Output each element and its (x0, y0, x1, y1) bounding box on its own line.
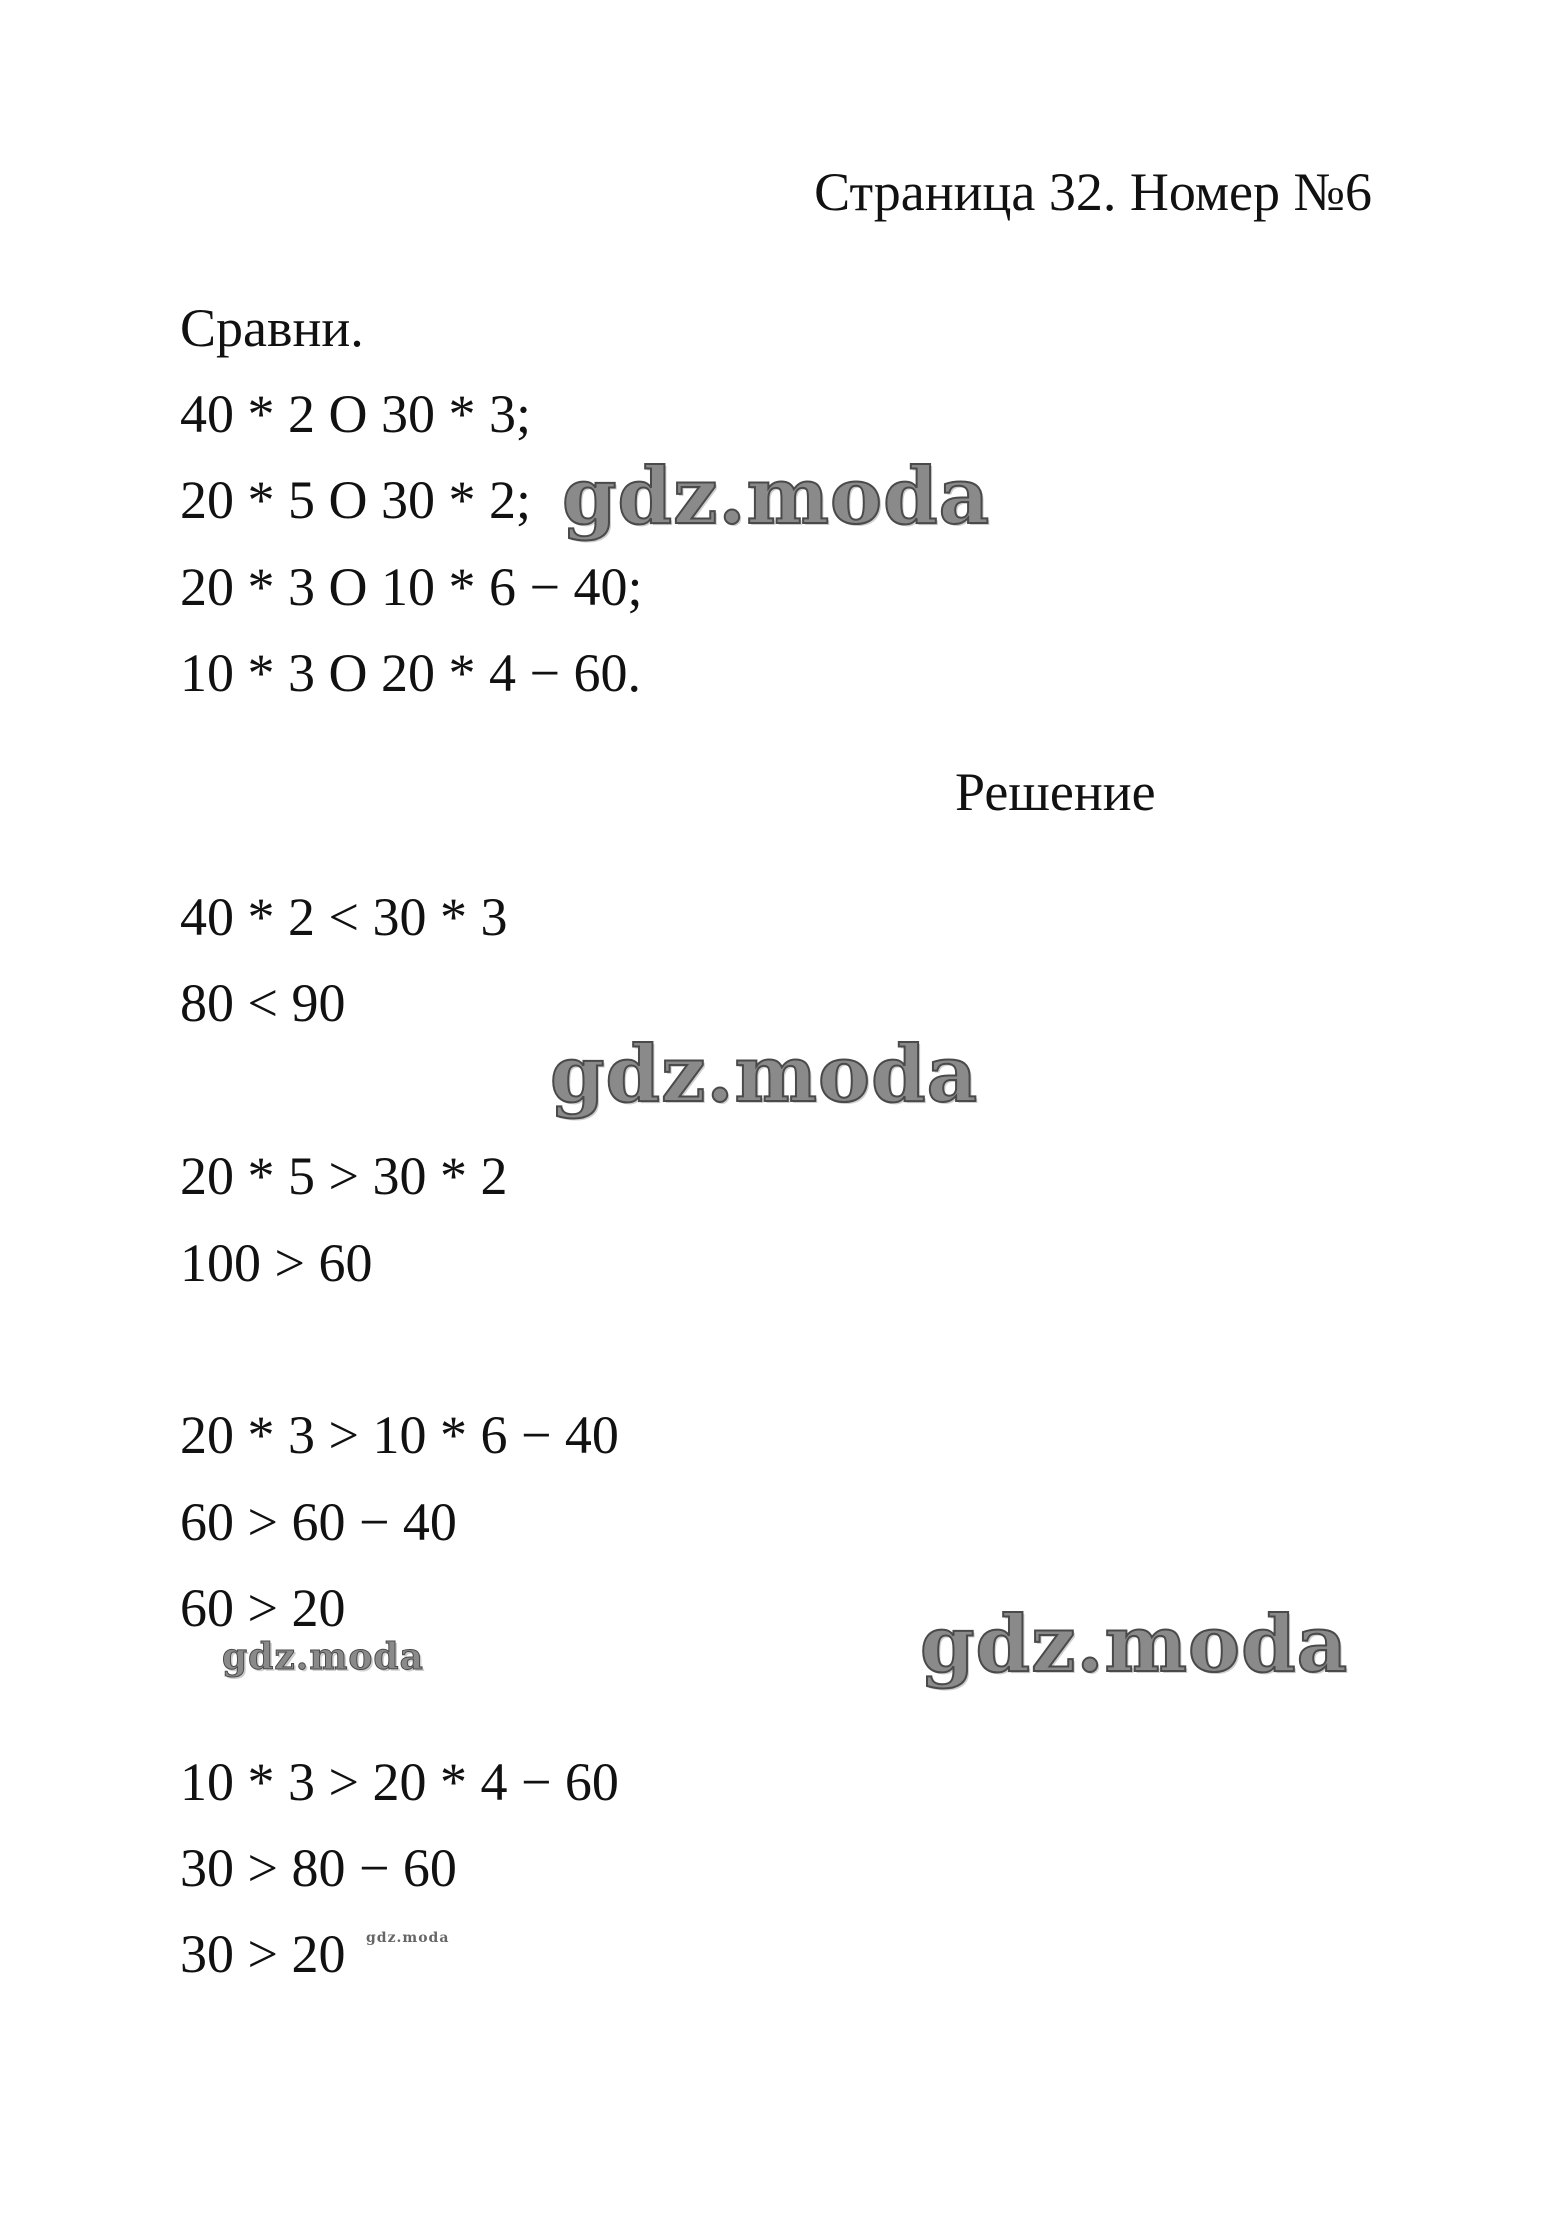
task-line-4: 10 * 3 O 20 * 4 − 60. (180, 643, 641, 703)
solution-heading: Решение (955, 762, 1156, 822)
solution-line-2-2: 100 > 60 (180, 1233, 373, 1293)
solution-line-3-1: 20 * 3 > 10 * 6 − 40 (180, 1405, 619, 1465)
watermark: gdz.moda (562, 451, 991, 542)
task-line-1: 40 * 2 O 30 * 3; (180, 384, 531, 444)
solution-line-2-1: 20 * 5 > 30 * 2 (180, 1146, 508, 1206)
solution-line-3-3: 60 > 20 (180, 1578, 346, 1638)
solution-line-3-2: 60 > 60 − 40 (180, 1492, 457, 1552)
watermark: gdz.moda (222, 1636, 424, 1678)
task-instruction: Сравни. (180, 298, 364, 358)
solution-line-4-2: 30 > 80 − 60 (180, 1838, 457, 1898)
task-line-3: 20 * 3 O 10 * 6 − 40; (180, 557, 643, 617)
solution-line-4-3: 30 > 20 (180, 1924, 346, 1984)
watermark: gdz.moda (920, 1599, 1349, 1690)
watermark: gdz.moda (550, 1029, 979, 1120)
solution-line-1-1: 40 * 2 < 30 * 3 (180, 887, 508, 947)
solution-line-1-2: 80 < 90 (180, 973, 346, 1033)
task-line-2: 20 * 5 O 30 * 2; (180, 470, 531, 530)
page-title: Страница 32. Номер №6 (814, 162, 1372, 222)
solution-line-4-1: 10 * 3 > 20 * 4 − 60 (180, 1752, 619, 1812)
watermark: gdz.moda (366, 1930, 450, 1946)
